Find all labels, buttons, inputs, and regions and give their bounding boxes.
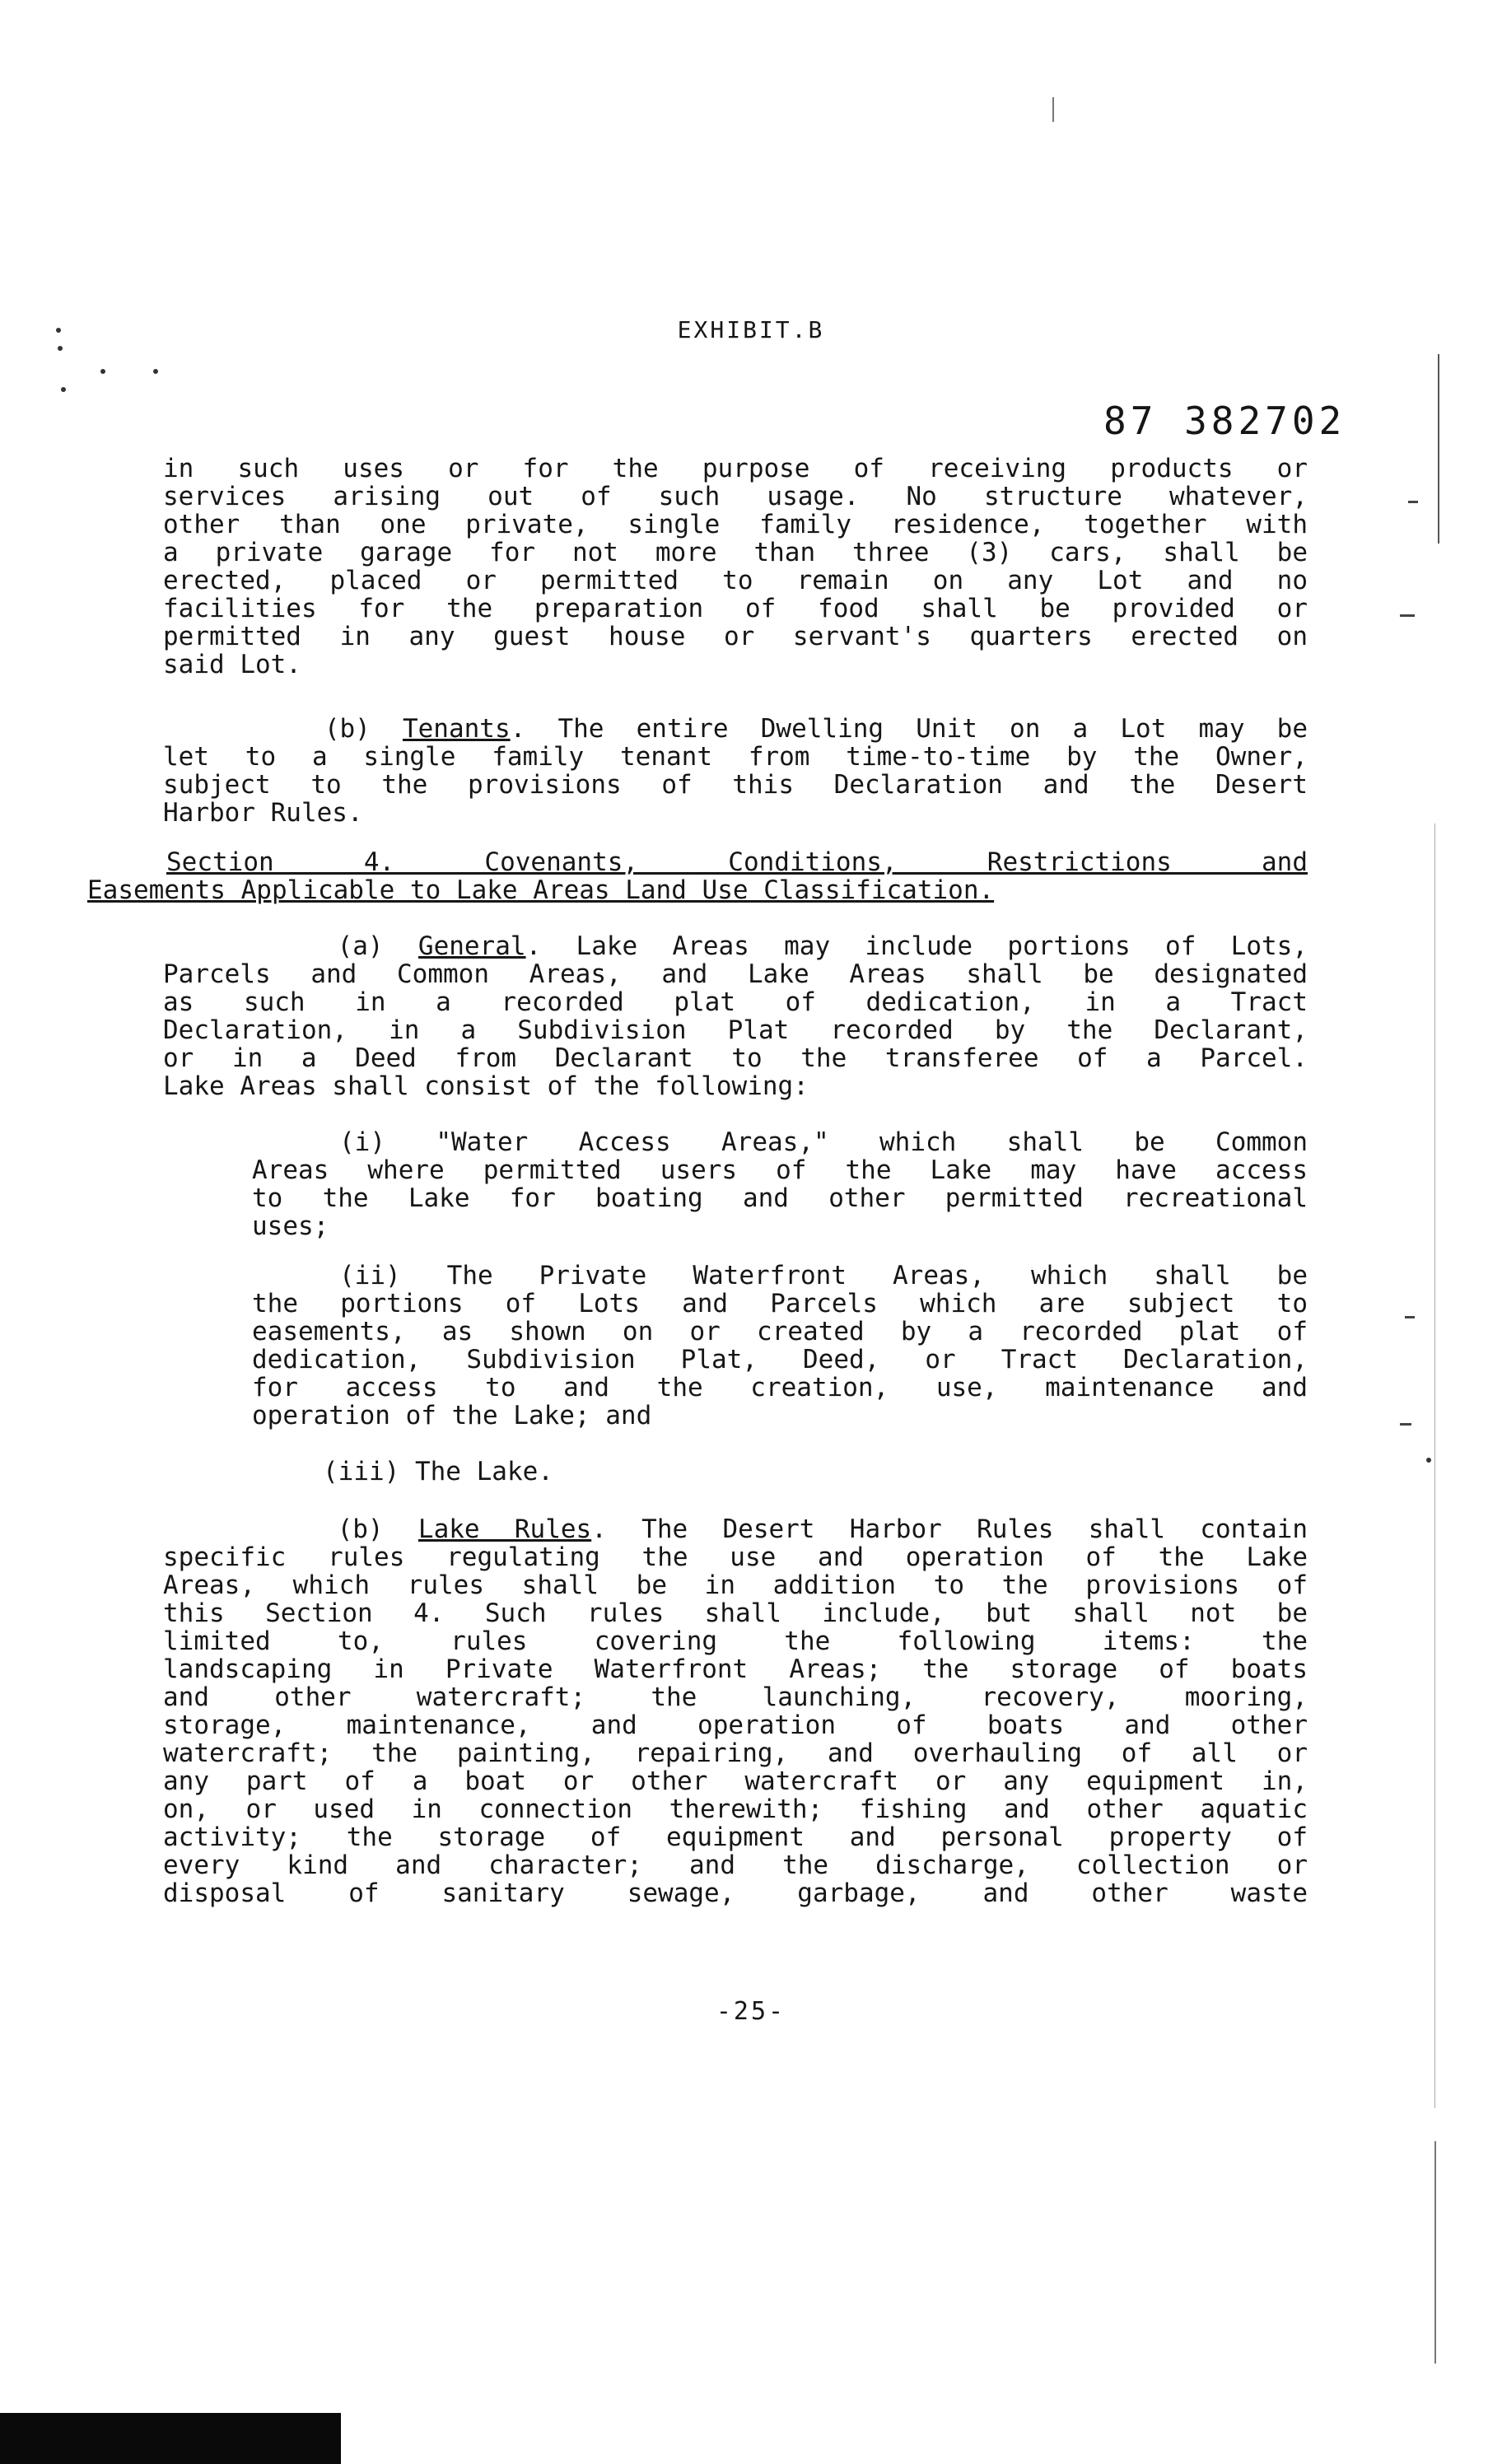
text-line: easements, as shown on or created by a recorded plat of	[252, 1318, 1308, 1346]
text-line: every kind and character; and the discharge, collection or	[163, 1851, 1308, 1879]
text-line: services arising out of such usage. No structure whatever,	[163, 483, 1308, 511]
text-line: landscaping in Private Waterfront Areas; the storage of boats	[163, 1655, 1308, 1683]
page-number: -25-	[716, 1997, 786, 2026]
lake-rules-heading: Lake Rules	[417, 1515, 592, 1543]
text-line: disposal of sanitary sewage, garbage, and other waste	[163, 1879, 1308, 1907]
item-ii	[252, 1262, 1308, 1430]
scan-black-bar	[0, 2413, 341, 2464]
text-line: on, or used in connection therewith; fishing and other aquatic	[163, 1795, 1308, 1823]
text-line: watercraft; the painting, repairing, and overhauling of all or	[163, 1739, 1308, 1767]
exhibit-header: EXHIBIT.B	[677, 316, 825, 343]
margin-mark	[1400, 614, 1415, 617]
scan-speck	[1426, 1458, 1431, 1463]
text-line: (ii) The Private Waterfront Areas, which shall be	[339, 1262, 1308, 1290]
text-line	[163, 932, 1308, 960]
section-4-heading	[87, 848, 1308, 904]
text-line: to the Lake for boating and other permitted recreational	[252, 1184, 1308, 1212]
para-marker: (b)	[337, 1515, 384, 1543]
text-line: the portions of Lots and Parcels which are subject to	[252, 1290, 1308, 1318]
section-heading-line: Easements Applicable to Lake Areas Land Use Classification.	[87, 876, 995, 904]
scan-edge-line	[1052, 97, 1054, 122]
text-line: specific rules regulating the use and operation of the Lake	[163, 1543, 1308, 1571]
scan-edge-line	[1438, 354, 1439, 544]
text-line: or in a Deed from Declarant to the transferee of a Parcel.	[163, 1044, 1308, 1072]
scan-speck	[61, 387, 66, 392]
text-line: subject to the provisions of this Declaration and the Desert	[163, 771, 1308, 799]
text-line: let to a single family tenant from time-to-time by the Owner,	[163, 743, 1308, 771]
text-line: dedication, Subdivision Plat, Deed, or Tract Declaration,	[252, 1346, 1308, 1374]
general-heading: General	[417, 932, 526, 960]
text-line: erected, placed or permitted to remain on any Lot and no	[163, 567, 1308, 595]
text-line	[163, 715, 1308, 743]
scan-speck	[153, 369, 158, 374]
text-line: Parcels and Common Areas, and Lake Areas shall be designated	[163, 960, 1308, 988]
tenants-paragraph	[163, 715, 1308, 827]
scan-speck	[56, 328, 61, 333]
text-line	[163, 1515, 1308, 1543]
text-line: limited to, rules covering the following items: the	[163, 1627, 1308, 1655]
margin-mark	[1405, 1316, 1415, 1318]
scan-edge-line	[1434, 824, 1435, 2108]
text-line: any part of a boat or other watercraft or any equipment in,	[163, 1767, 1308, 1795]
scan-edge-line	[1434, 2141, 1436, 2364]
text-line: said Lot.	[163, 651, 301, 679]
text-line: facilities for the preparation of food shall be provided or	[163, 595, 1308, 623]
text-line: and other watercraft; the launching, recovery, mooring,	[163, 1683, 1308, 1711]
text-line: Areas where permitted users of the Lake may have access	[252, 1156, 1308, 1184]
item-i	[252, 1128, 1308, 1240]
para-marker: (b)	[324, 715, 371, 743]
lake-rules-paragraph	[163, 1515, 1308, 1907]
top-paragraph	[163, 455, 1308, 679]
text-line: in such uses or for the purpose of receiving products or	[163, 455, 1308, 483]
para-marker: (a)	[337, 932, 384, 960]
text-run: . Lake Areas may include portions of Lots,	[525, 932, 1308, 960]
text-line: for access to and the creation, use, maintenance and	[252, 1374, 1308, 1402]
text-line: other than one private, single family residence, together with	[163, 511, 1308, 539]
text-line: storage, maintenance, and operation of boats and other	[163, 1711, 1308, 1739]
text-line: (iii) The Lake.	[323, 1458, 553, 1486]
text-line: a private garage for not more than three (3) cars, shall be	[163, 539, 1308, 567]
text-line: operation of the Lake; and	[252, 1402, 652, 1430]
margin-mark	[1408, 501, 1418, 503]
item-iii	[252, 1458, 1308, 1486]
text-line: Declaration, in a Subdivision Plat recorded by the Declarant,	[163, 1016, 1308, 1044]
text-line: permitted in any guest house or servant's quarters erected on	[163, 623, 1308, 651]
text-run: . The Desert Harbor Rules shall contain	[591, 1515, 1308, 1543]
text-line: Areas, which rules shall be in addition to the provisions of	[163, 1571, 1308, 1599]
text-line: as such in a recorded plat of dedication, in a Tract	[163, 988, 1308, 1016]
general-paragraph	[163, 932, 1308, 1100]
text-line: this Section 4. Such rules shall include, but shall not be	[163, 1599, 1308, 1627]
scan-speck	[100, 369, 105, 374]
text-line: Harbor Rules.	[163, 799, 363, 827]
text-line: Lake Areas shall consist of the following:	[163, 1072, 809, 1100]
margin-mark	[1400, 1423, 1411, 1426]
section-heading-line: Section 4. Covenants, Conditions, Restrictions and	[166, 848, 1308, 876]
tenants-heading: Tenants	[402, 715, 511, 743]
text-line: (i) "Water Access Areas," which shall be Common	[339, 1128, 1308, 1156]
scan-speck	[58, 346, 63, 351]
text-line: uses;	[252, 1212, 329, 1240]
document-number: 87 382702	[1103, 399, 1346, 443]
text-run: . The entire Dwelling Unit on a Lot may be	[510, 715, 1308, 743]
text-line: activity; the storage of equipment and personal property of	[163, 1823, 1308, 1851]
